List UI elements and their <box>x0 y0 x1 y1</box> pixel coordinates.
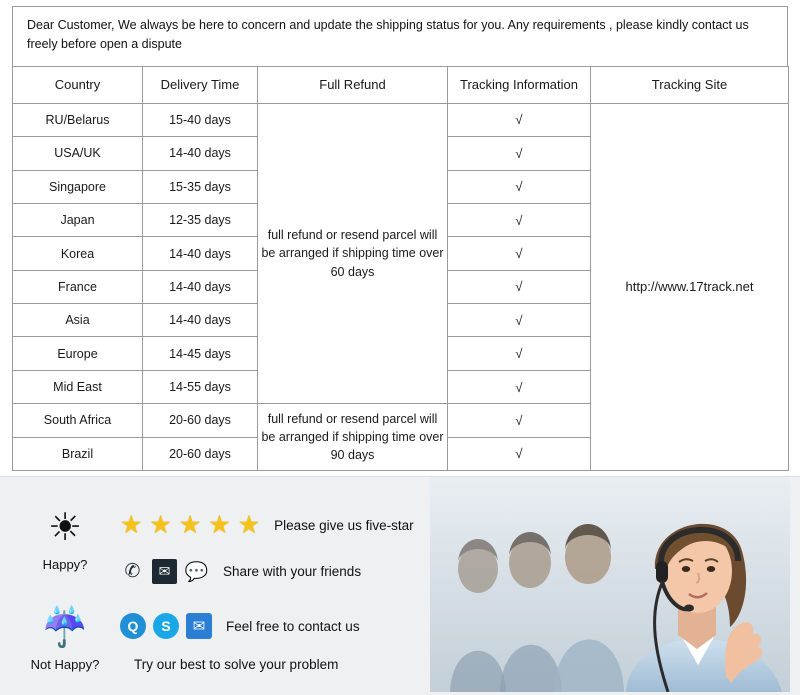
cell-tracking: √ <box>448 137 591 170</box>
cell-delivery: 14-40 days <box>143 304 258 337</box>
customer-notice: Dear Customer, We always be here to concern and update the shipping status for you. Any requirements , please kindly contact us freely before open a dispute <box>12 6 788 66</box>
star-icon[interactable]: ★ <box>237 511 261 540</box>
mood-not-happy-label: Not Happy? <box>30 657 100 673</box>
cell-delivery: 14-55 days <box>143 370 258 403</box>
table-header-row <box>13 66 789 103</box>
column-header-delivery-time: Delivery Time <box>143 66 258 103</box>
mood-column <box>0 477 130 695</box>
support-agent-illustration <box>430 477 790 692</box>
cell-country: Asia <box>13 304 143 337</box>
contact-text: Feel free to contact us <box>226 618 360 634</box>
star-icon[interactable]: ★ <box>178 511 202 540</box>
shipping-table <box>12 66 789 471</box>
share-text: Share with your friends <box>223 564 362 580</box>
cell-country: Europe <box>13 337 143 370</box>
cell-tracking: √ <box>448 370 591 403</box>
qq-icon[interactable]: Q <box>120 613 146 639</box>
cell-refund-60: full refund or resend parcel will be arranged if shipping time over 60 days <box>258 103 448 404</box>
cell-tracking: √ <box>448 237 591 270</box>
rain-cloud-icon: ☔ <box>41 607 89 650</box>
mailbox-icon[interactable]: ✉ <box>186 613 212 639</box>
column-header-full-refund: Full Refund <box>258 66 448 103</box>
mood-happy-label: Happy? <box>42 557 88 573</box>
cell-delivery: 14-40 days <box>143 237 258 270</box>
contact-row <box>120 613 360 639</box>
cell-delivery: 14-40 days <box>143 270 258 303</box>
share-icons[interactable] <box>120 559 209 584</box>
contact-icons[interactable] <box>120 613 212 639</box>
cell-delivery: 14-40 days <box>143 137 258 170</box>
cell-tracking: √ <box>448 203 591 236</box>
cell-country: France <box>13 270 143 303</box>
cell-country: Mid East <box>13 370 143 403</box>
star-icon[interactable]: ★ <box>149 511 172 540</box>
cell-country: Korea <box>13 237 143 270</box>
star-icon[interactable]: ★ <box>208 511 231 540</box>
cell-country: RU/Belarus <box>13 103 143 136</box>
solve-row <box>134 657 338 672</box>
support-agent-photo <box>430 477 790 692</box>
cell-tracking: √ <box>448 103 591 136</box>
mood-not-happy <box>0 605 130 672</box>
star-icon[interactable]: ★ <box>120 511 143 540</box>
skype-icon[interactable]: S <box>153 613 179 639</box>
cell-tracking: √ <box>448 337 591 370</box>
sun-icon: ☀ <box>47 507 83 550</box>
column-header-tracking-site: Tracking Site <box>591 66 789 103</box>
star-rating[interactable] <box>120 513 260 538</box>
share-row <box>120 559 361 584</box>
cell-country: Japan <box>13 203 143 236</box>
five-star-text: Please give us five-star <box>274 518 414 534</box>
cell-tracking: √ <box>448 404 591 437</box>
solve-text: Try our best to solve your problem <box>134 657 339 673</box>
cell-delivery: 20-60 days <box>143 404 258 437</box>
column-header-country: Country <box>13 66 143 103</box>
cell-tracking: √ <box>448 270 591 303</box>
cell-tracking-site[interactable]: http://www.17track.net <box>591 103 789 470</box>
cell-tracking: √ <box>448 437 591 470</box>
mood-happy <box>0 505 130 572</box>
cell-country: USA/UK <box>13 137 143 170</box>
table-row <box>13 103 789 136</box>
cell-delivery: 12-35 days <box>143 203 258 236</box>
cell-tracking: √ <box>448 170 591 203</box>
cell-delivery: 14-45 days <box>143 337 258 370</box>
cell-tracking: √ <box>448 304 591 337</box>
feedback-panel <box>0 476 800 695</box>
mail-icon[interactable]: ✉ <box>152 559 177 584</box>
cell-delivery: 20-60 days <box>143 437 258 470</box>
cell-delivery: 15-40 days <box>143 103 258 136</box>
cell-country: South Africa <box>13 404 143 437</box>
chat-icon[interactable]: 💬 <box>184 561 209 583</box>
five-star-row <box>120 513 414 538</box>
cell-country: Singapore <box>13 170 143 203</box>
cell-country: Brazil <box>13 437 143 470</box>
phone-icon[interactable]: ✆ <box>124 561 141 583</box>
cell-refund-90: full refund or resend parcel will be arranged if shipping time over 90 days <box>258 404 448 471</box>
column-header-tracking-information: Tracking Information <box>448 66 591 103</box>
cell-delivery: 15-35 days <box>143 170 258 203</box>
